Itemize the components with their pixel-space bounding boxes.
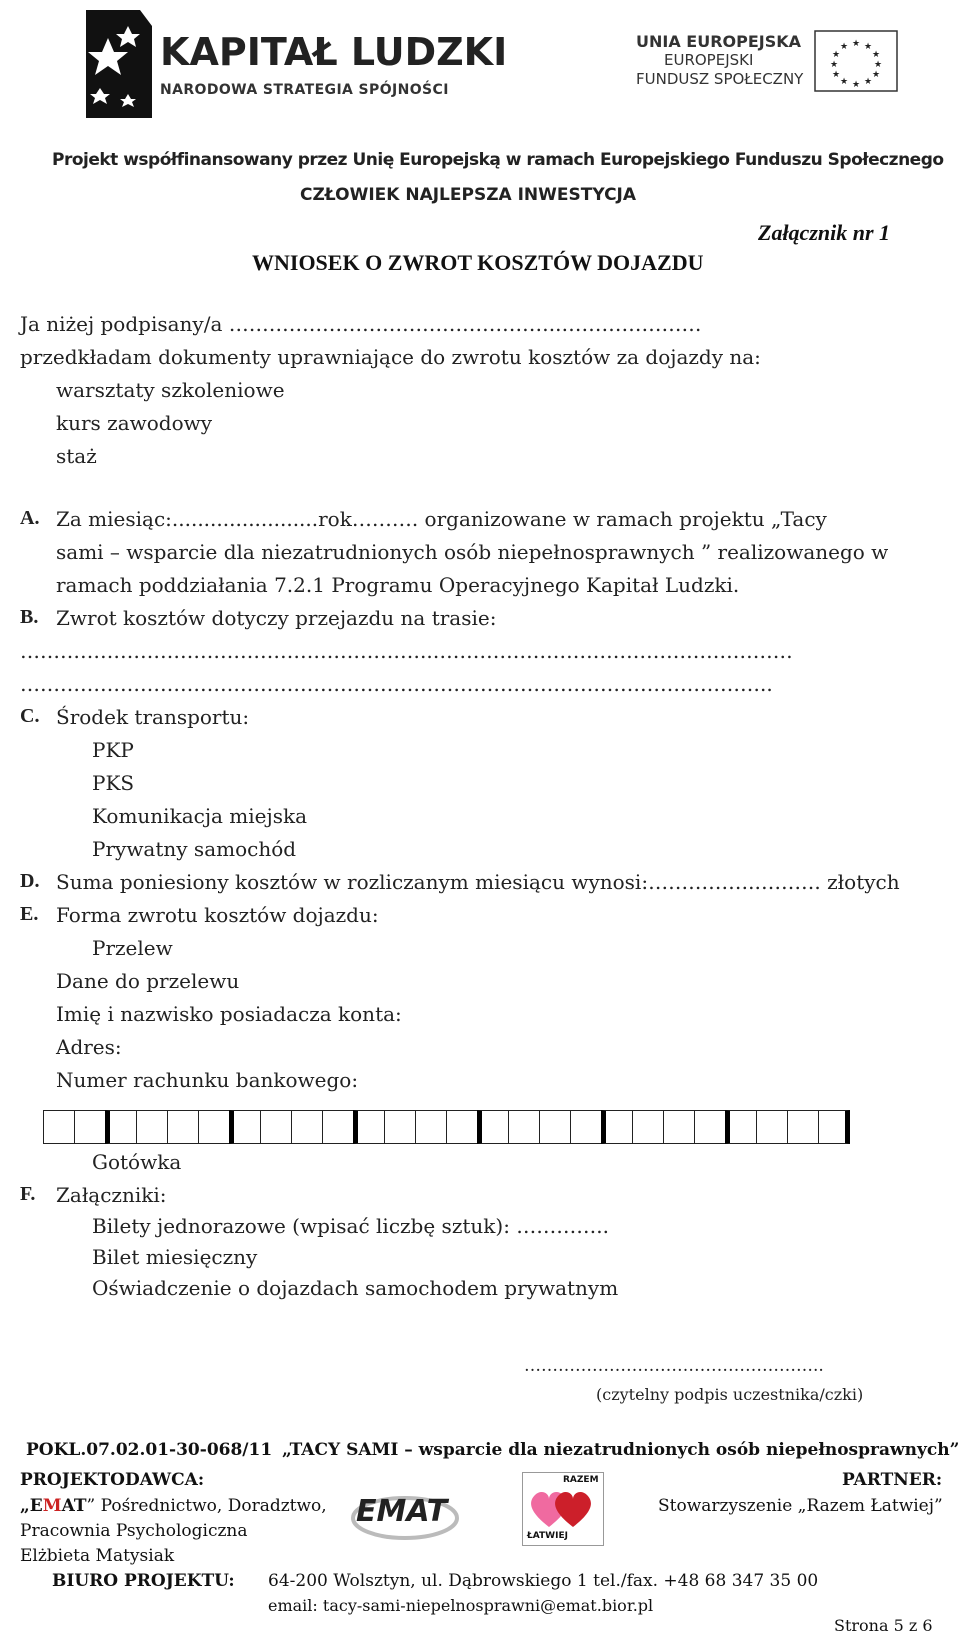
account-digit-box[interactable]	[384, 1110, 416, 1144]
account-digit-box[interactable]	[198, 1110, 230, 1144]
attachment-monthly-ticket: Bilet miesięczny	[92, 1245, 258, 1269]
route-dots-2: …………………………………………………………………………………………………..	[20, 672, 773, 696]
account-digit-box[interactable]	[353, 1110, 385, 1144]
intro-line2: przedkładam dokumenty uprawniające do zwrotu kosztów za dojazdy na:	[20, 345, 761, 369]
account-digit-box[interactable]	[787, 1110, 819, 1144]
svg-text:★: ★	[851, 39, 861, 49]
section-e-letter: E.	[20, 903, 39, 925]
kapital-ludzki-subtitle: NARODOWA STRATEGIA SPÓJNOŚCI	[160, 82, 449, 98]
account-digit-box[interactable]	[260, 1110, 292, 1144]
account-digit-box[interactable]	[322, 1110, 354, 1144]
office-label: BIURO PROJEKTU:	[52, 1571, 235, 1591]
account-digit-box[interactable]	[105, 1110, 137, 1144]
route-dots-1: ……………………………………………………..………………………………………………	[20, 639, 793, 663]
account-holder: Imię i nazwisko posiadacza konta:	[56, 1002, 402, 1026]
option-workshops: warsztaty szkoleniowe	[56, 378, 285, 402]
transport-car: Prywatny samochód	[92, 837, 297, 861]
svg-text:★: ★	[831, 50, 841, 60]
transfer-data: Dane do przelewu	[56, 969, 240, 993]
section-d-text: Suma poniesiony kosztów w rozliczanym miesiącu wynosi:…………….………. złotych	[56, 870, 900, 894]
attachment-single-tickets: Bilety jednorazowe (wpisać liczbę sztuk): …………..	[92, 1214, 610, 1238]
account-digit-box[interactable]	[477, 1110, 509, 1144]
account-digit-box[interactable]	[694, 1110, 726, 1144]
section-c-letter: C.	[20, 705, 40, 727]
office-address: 64-200 Wolsztyn, ul. Dąbrowskiego 1 tel./fax. +48 68 347 35 00	[268, 1571, 819, 1591]
eu-logo	[636, 30, 906, 100]
section-c-text: Środek transportu:	[56, 705, 250, 729]
account-digit-box[interactable]	[136, 1110, 168, 1144]
emat-logo	[350, 1484, 460, 1544]
account-digit-box[interactable]	[229, 1110, 261, 1144]
account-digit-box[interactable]	[167, 1110, 199, 1144]
applicant-line1	[20, 1496, 327, 1516]
section-e-text: Forma zwrotu kosztów dojazdu:	[56, 903, 379, 927]
section-a-letter: A.	[20, 507, 40, 529]
account-digit-box[interactable]	[756, 1110, 788, 1144]
refund-transfer: Przelew	[92, 936, 173, 960]
motto-text: CZŁOWIEK NAJLEPSZA INWESTYCJA	[300, 185, 637, 205]
option-internship: staż	[56, 444, 97, 468]
transport-pks: PKS	[92, 771, 135, 795]
emat-logo-text: EMAT	[356, 1494, 448, 1529]
kapital-ludzki-emblem-icon	[78, 8, 158, 120]
transport-city: Komunikacja miejska	[92, 804, 307, 828]
cofinance-text: Projekt współfinansowany przez Unię Europejską w ramach Europejskiego Funduszu Społecznego	[52, 150, 944, 170]
account-digit-box[interactable]	[570, 1110, 602, 1144]
project-code: POKL.07.02.01-30-068/11	[26, 1440, 273, 1460]
signature-label: (czytelny podpis uczestnika/czki)	[596, 1385, 864, 1404]
applicant-rest: ” Pośrednictwo, Doradztwo,	[86, 1496, 327, 1516]
svg-text:★: ★	[863, 77, 873, 87]
office-email: email: tacy-sami-niepelnosprawni@emat.bior.pl	[268, 1596, 654, 1615]
account-number-label: Numer rachunku bankowego:	[56, 1068, 359, 1092]
eu-line3: FUNDUSZ SPOŁECZNY	[636, 70, 804, 88]
svg-text:★: ★	[863, 42, 873, 52]
section-a-line3: ramach poddziałania 7.2.1 Programu Operacyjnego Kapitał Ludzki.	[56, 573, 740, 597]
eu-flag-icon	[814, 30, 898, 92]
svg-text:★: ★	[851, 80, 861, 90]
section-b-text: Zwrot kosztów dotyczy przejazdu na trasie:	[56, 606, 497, 630]
account-digit-box[interactable]	[508, 1110, 540, 1144]
applicant-e: E	[29, 1496, 43, 1516]
section-f-letter: F.	[20, 1183, 36, 1205]
svg-text:★: ★	[871, 70, 881, 80]
account-digit-box[interactable]	[663, 1110, 695, 1144]
razem-latwiej-logo	[522, 1472, 604, 1546]
account-number-boxes[interactable]	[44, 1110, 850, 1144]
address-label: Adres:	[56, 1035, 122, 1059]
refund-cash: Gotówka	[92, 1150, 182, 1174]
applicant-m: M	[42, 1496, 62, 1516]
transport-pkp: PKP	[92, 738, 134, 762]
account-digit-box[interactable]	[632, 1110, 664, 1144]
razem-logo-top: RAZEM	[563, 1475, 599, 1485]
account-digit-box[interactable]	[446, 1110, 478, 1144]
section-d-letter: D.	[20, 870, 40, 892]
applicant-line3: Elżbieta Matysiak	[20, 1546, 175, 1566]
attachment-label: Załącznik nr 1	[758, 220, 891, 245]
project-name: „TACY SAMI – wsparcie dla niezatrudnionych osób niepełnosprawnych”	[282, 1440, 960, 1460]
account-digit-box[interactable]	[601, 1110, 633, 1144]
account-digit-box[interactable]	[43, 1110, 75, 1144]
eu-line1: UNIA EUROPEJSKA	[636, 32, 802, 51]
svg-text:★: ★	[829, 60, 839, 70]
applicant-quote-open: „	[20, 1496, 30, 1516]
section-a-line2: sami – wsparcie dla niezatrudnionych osób niepełnosprawnych ” realizowanego w	[56, 540, 889, 564]
account-digit-box[interactable]	[725, 1110, 757, 1144]
section-a-line1: Za miesiąc:.......................rok………. organizowane w ramach projektu „Tacy	[56, 507, 827, 531]
applicant-at: AT	[61, 1496, 87, 1516]
svg-text:★: ★	[871, 50, 881, 60]
hearts-icon	[527, 1487, 597, 1529]
razem-logo-bottom: ŁATWIEJ	[527, 1531, 568, 1541]
svg-text:★: ★	[839, 42, 849, 52]
kapital-ludzki-title: KAPITAŁ LUDZKI	[160, 30, 508, 74]
intro-line1: Ja niżej podpisany/a …………………………………………..…………………	[20, 312, 702, 336]
account-digit-box[interactable]	[74, 1110, 106, 1144]
account-digit-box[interactable]	[415, 1110, 447, 1144]
svg-text:★: ★	[831, 70, 841, 80]
applicant-label: PROJEKTODAWCA:	[20, 1470, 205, 1490]
account-digit-box[interactable]	[818, 1110, 850, 1144]
signature-dots: ……………………………………………..	[524, 1356, 824, 1376]
eu-line2: EUROPEJSKI	[664, 51, 754, 69]
page-number: Strona 5 z 6	[834, 1616, 933, 1635]
attachment-car-statement: Oświadczenie o dojazdach samochodem prywatnym	[92, 1276, 619, 1300]
svg-text:★: ★	[839, 77, 849, 87]
svg-text:★: ★	[873, 60, 883, 70]
kapital-ludzki-logo	[78, 8, 508, 120]
section-f-text: Załączniki:	[56, 1183, 167, 1207]
option-course: kurs zawodowy	[56, 411, 213, 435]
form-title: WNIOSEK O ZWROT KOSZTÓW DOJAZDU	[252, 250, 704, 275]
partner-label: PARTNER:	[842, 1470, 943, 1490]
account-digit-box[interactable]	[539, 1110, 571, 1144]
account-digit-box[interactable]	[291, 1110, 323, 1144]
applicant-line2: Pracownia Psychologiczna	[20, 1521, 248, 1541]
section-b-letter: B.	[20, 606, 39, 628]
partner-name: Stowarzyszenie „Razem Łatwiej”	[658, 1496, 943, 1516]
